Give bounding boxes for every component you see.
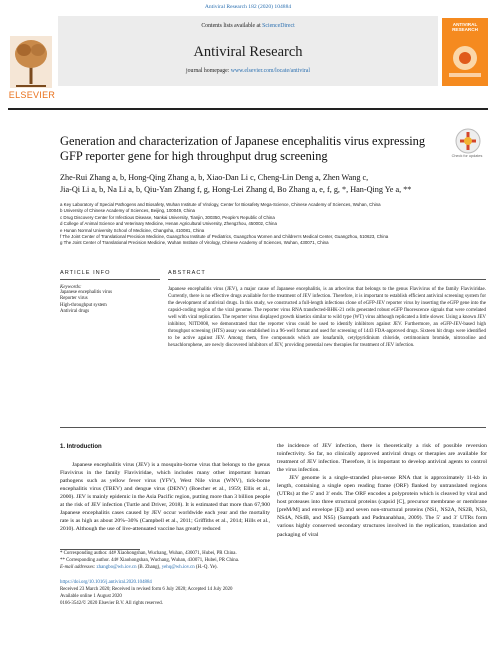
keyword: Antiviral drugs bbox=[60, 309, 90, 315]
article-title: Generation and characterization of Japanese encephalitis virus expressing GFP reporter gene for high throughput drug screening bbox=[60, 134, 426, 163]
abstract-heading: ABSTRACT bbox=[168, 270, 206, 276]
introduction-heading: 1. Introduction bbox=[60, 444, 102, 450]
affiliation-b: b University of Chinese Academy of Sciences, Beijing, 100049, China bbox=[60, 208, 195, 214]
homepage-link[interactable]: www.elsevier.com/locate/antiviral bbox=[230, 68, 310, 74]
keywords-block bbox=[60, 285, 160, 316]
keyword: High-throughput system bbox=[60, 302, 107, 308]
cover-art bbox=[447, 40, 483, 80]
header-rule bbox=[8, 108, 488, 110]
body-paragraph: JEV genome is a single-stranded plus-sense RNA that is approximately 11-kb in length, containing a single open reading frame (ORF) flanked by untranslated regions (UTRs) at the 5′ and 3′ ends. The ORF encodes a polyprotein which is cleaved by viral and host proteases into three structural proteins (capsid [C], precursor membrane or membrane [preM/M] and envelope [E]) and seven non-structural proteins (NS1, NS2A, NS2B, NS3, NS4A, NS4B, and NS5) (Sampath and Padmanabhan, 2009). The 5′ and 3′ UTRs form various highly conserved secondary structures involved in the replication, translation and packaging of viral bbox=[277, 475, 487, 538]
footnote-rule bbox=[60, 549, 140, 550]
doi-line bbox=[60, 580, 460, 587]
sciencedirect-link[interactable]: ScienceDirect bbox=[262, 23, 295, 29]
affiliations bbox=[60, 202, 480, 247]
abstract-bottom-rule bbox=[60, 427, 486, 428]
received-dates: Received 23 March 2020; Received in revised form 6 July 2020; Accepted 14 July 2020 bbox=[60, 587, 233, 592]
affiliation-g: g The Joint Center of Translational Precision Medicine, Wuhan Institute of Virology, Chinese Academy of Sciences, Wuhan, 430071, China bbox=[60, 240, 329, 246]
email-link-zhang[interactable]: zhangbo@wh.iov.cn bbox=[96, 565, 137, 570]
affiliation-f: f The Joint Center of Translational Precision Medicine, Guangzhou Institute of Pediatrics, Guangzhou Women and Children's Medical Center, Guangzhou, 510623, China bbox=[60, 234, 389, 240]
email-prefix: E-mail addresses: bbox=[60, 565, 97, 570]
author-list bbox=[60, 172, 470, 196]
affiliation-d: d College of Animal Science and Veterinary Medicine, Henan Agricultural University, Zhengzhou, 450002, China bbox=[60, 221, 277, 227]
authors-line-2: Jia-Qi Li a, b, Na Li a, b, Qiu-Yan Zhang f, g, Hong-Lei Zhang d, Bo Zhang a, e, f, g, *, Han-Qing Ye a, ** bbox=[60, 185, 412, 194]
corresponding-author-1: * Corresponding author. 44# Xiaohongshan, Wuchang, Wuhan, 430071, Hubei, PR China. bbox=[60, 551, 237, 556]
email-link-ye[interactable]: yehq@wh.iov.cn bbox=[161, 565, 195, 570]
copyright: 0166-3542/© 2020 Elsevier B.V. All rights reserved. bbox=[60, 601, 163, 606]
journal-citation-link[interactable]: Antiviral Research 182 (2020) 104884 bbox=[204, 4, 292, 10]
email-1-name: (B. Zhang), bbox=[136, 565, 162, 570]
email-line bbox=[60, 565, 460, 572]
contents-line bbox=[58, 23, 438, 29]
body-paragraph: the incidence of JEV infection, there is theoretically a risk of possible reversion toinfectivity. So far, no clinically approved antiviral drugs or therapies are available for treatment of JEV infection. Therefore, it is important to develop antiviral agents to control the virus infection. bbox=[277, 443, 487, 474]
abstract-rule bbox=[168, 279, 486, 280]
affiliation-a: a Key Laboratory of Special Pathogens and Biosafety, Wuhan Institute of Virology, Center for Biosafety Mega-Science, Chinese Academy of Sciences, Wuhan, China bbox=[60, 202, 381, 207]
keywords-heading: Keywords: bbox=[60, 285, 82, 290]
elsevier-wordmark: ELSEVIER bbox=[8, 90, 56, 100]
body-paragraph: Japanese encephalitis virus (JEV) is a mosquito-borne virus that belongs to the genus Flavivirus in the family Flaviviridae, which includes many other important human pathogens such as yellow fever virus (YFV), West Nile virus (WNV), tick-borne encephalitis virus (TBEV) and dengue virus (DENV) (Boecher et al., 1959; Ellis et al., 2000). JEV is mainly epidemic in the Asia Pacific region, putting more than 3 billion people at the risk of JEV infection (Turtle and Driver, 2018). It is estimated that more than 67,900 Japanese encephalitis cases caused by JEV occur worldwide each year and the mortality rate is as high as about 20%–30% (Campbell et al., 2011; Griffiths et al., 2014; Hills et al., 2010). Although the use of live-attenuated vaccine has greatly reduced bbox=[60, 462, 270, 533]
journal-title: Antiviral Research bbox=[193, 44, 303, 60]
elsevier-tree-logo bbox=[6, 28, 56, 98]
body-left-column bbox=[60, 461, 270, 533]
crossmark-label: Check for updates bbox=[451, 154, 483, 158]
email-2-name: (H.-Q. Ye). bbox=[194, 565, 218, 570]
cover-title: ANTIVIRAL RESEARCH bbox=[452, 22, 478, 32]
affiliation-e: e Hunan Normal University School of Medicine, Changsha, 410081, China bbox=[60, 227, 205, 233]
keyword: Reporter virus bbox=[60, 296, 88, 302]
crossmark-icon[interactable] bbox=[455, 128, 481, 154]
contents-prefix: Contents lists available at bbox=[201, 23, 263, 29]
keyword: Japanese encephalitis virus bbox=[60, 290, 112, 295]
article-info-rule bbox=[60, 279, 160, 280]
doi-link[interactable]: https://doi.org/10.1016/j.antiviral.2020.104884 bbox=[60, 580, 152, 585]
article-info-heading: ARTICLE INFO bbox=[60, 270, 111, 276]
body-right-column bbox=[277, 442, 487, 539]
affiliation-c: c Drug Discovery Center for Infectious Disease, Nankai University, Tianjin, 300350, People's Republic of China bbox=[60, 214, 275, 220]
authors-line-1: Zhe-Rui Zhang a, b, Hong-Qing Zhang a, b, Xiao-Dan Li c, Cheng-Lin Deng a, Zhen Wang c, bbox=[60, 173, 369, 182]
corresponding-author-2: ** Corresponding author. 44# Xiaohongshan, Wuchang, Wuhan, 430071, Hubei, PR China. bbox=[60, 558, 240, 563]
homepage-prefix: journal homepage: bbox=[186, 68, 231, 74]
available-online: Available online 1 August 2020 bbox=[60, 594, 122, 599]
homepage-line bbox=[58, 68, 438, 74]
abstract-text: Japanese encephalitis virus (JEV), a major cause of Japanese encephalitis, is an arbovirus that belongs to the genus Flavivirus of the family Flaviviridae. Currently, there is no effective drugs available for the treatment of JEV infection. Therefore, it is important to establish efficient antiviral screening system for the development of antiviral drugs. In this study, we constructed a full-length infectious clone of eGFP-JEV reporter virus by inserting the eGFP gene into the capsid-coding region of the viral genome. The reporter virus RNA transfected-BHK-21 cells generated robust eGFP fluorescence signals that were correlated well with viral replication. The reporter virus displayed growth kinetics similar to wild type (WT) virus although replicated a little slower. Using a known JEV inhibitor, NITD008, we demonstrated that the reporter virus could be used to identify inhibitors against JEV. Furthermore, an eGFP-JEV-based high throughput screening (HTS) assay was established in a 96-well format and used for screening of 1443 FDA-approved drugs. Sixteen hit drugs were identified to be active against JEV. Among them, five compounds which are lonafarnib, cetylpyridinium chloride, cetrimonium bromide, nitroxoline and hexachlorophene, are newly discovered inhibitors of JEV, providing potential new therapies for treatment of JEV infection. bbox=[168, 287, 486, 348]
